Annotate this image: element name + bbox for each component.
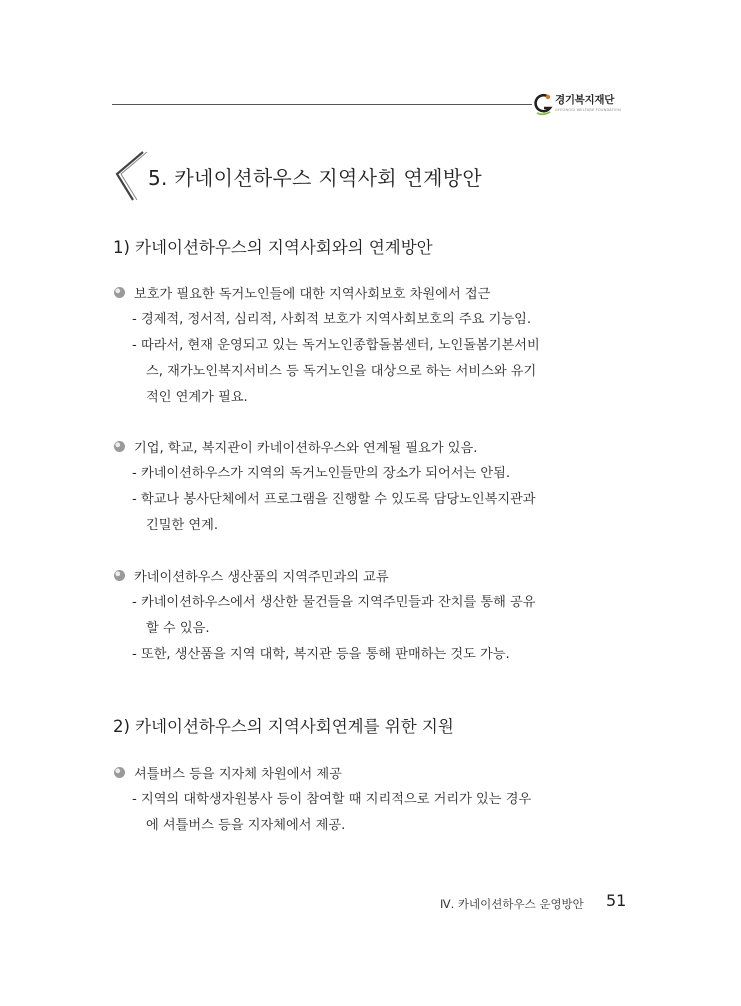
logo-mark-icon <box>533 91 555 117</box>
foundation-logo <box>533 91 643 117</box>
sub-item-continuation: 에 셔틀버스 등을 지자체에서 제공. <box>146 818 346 833</box>
section-title-1: 1) 카네이션하우스의 지역사회와의 연계방안 <box>113 238 433 257</box>
sub-item-continuation: 할 수 있음. <box>146 621 210 636</box>
logo-subtext: GYEONGGI WELFARE FOUNDATION <box>555 108 621 112</box>
header-rule <box>112 104 532 105</box>
chapter-title: 5. 카네이션하우스 지역사회 연계방안 <box>148 166 482 190</box>
sub-item: - 또한, 생산품을 지역 대학, 복지관 등을 통해 판매하는 것도 가능. <box>132 647 510 662</box>
sub-item-continuation: 스, 재가노인복지서비스 등 독거노인을 대상으로 하는 서비스와 유기 <box>146 364 537 379</box>
sub-item: - 지역의 대학생자원봉사 등이 참여할 때 지리적으로 거리가 있는 경우 <box>132 792 532 807</box>
sub-item: - 학교나 봉사단체에서 프로그램을 진행할 수 있도록 담당노인복지관과 <box>132 492 536 507</box>
sub-item: - 카네이션하우스가 지역의 독거노인들만의 장소가 되어서는 안됨. <box>132 466 511 481</box>
sub-item-continuation: 긴밀한 연계. <box>146 518 219 533</box>
bullet-text: 보호가 필요한 독거노인들에 대한 지역사회보호 차원에서 접근 <box>134 287 491 302</box>
bullet-text: 카네이션하우스 생산품의 지역주민과의 교류 <box>134 570 389 585</box>
sub-item: - 카네이션하우스에서 생산한 물건들을 지역주민들과 잔치를 통해 공유 <box>132 595 536 610</box>
page-number: 51 <box>606 891 627 910</box>
section-title-2: 2) 카네이션하우스의 지역사회연계를 위한 지원 <box>113 717 454 736</box>
logo-text: 경기복지재단 <box>555 94 615 106</box>
bullet-text: 셔틀버스 등을 지자체 차원에서 제공 <box>134 767 342 782</box>
bullet-icon <box>113 440 126 453</box>
sub-item-continuation: 적인 연계가 필요. <box>146 390 248 405</box>
bullet-text: 기업, 학교, 복지관이 카네이션하우스와 연계될 필요가 있음. <box>134 441 478 456</box>
bullet-icon <box>113 569 126 582</box>
footer-chapter-label: Ⅳ. 카네이션하우스 운영방안 <box>440 897 584 911</box>
sub-item: - 경제적, 정서적, 심리적, 사회적 보호가 지역사회보호의 주요 기능임. <box>132 312 532 327</box>
bullet-icon <box>113 766 126 779</box>
bullet-icon <box>113 286 126 299</box>
sub-item: - 따라서, 현재 운영되고 있는 독거노인종합돌봄센터, 노인돌봄기본서비 <box>132 338 540 353</box>
